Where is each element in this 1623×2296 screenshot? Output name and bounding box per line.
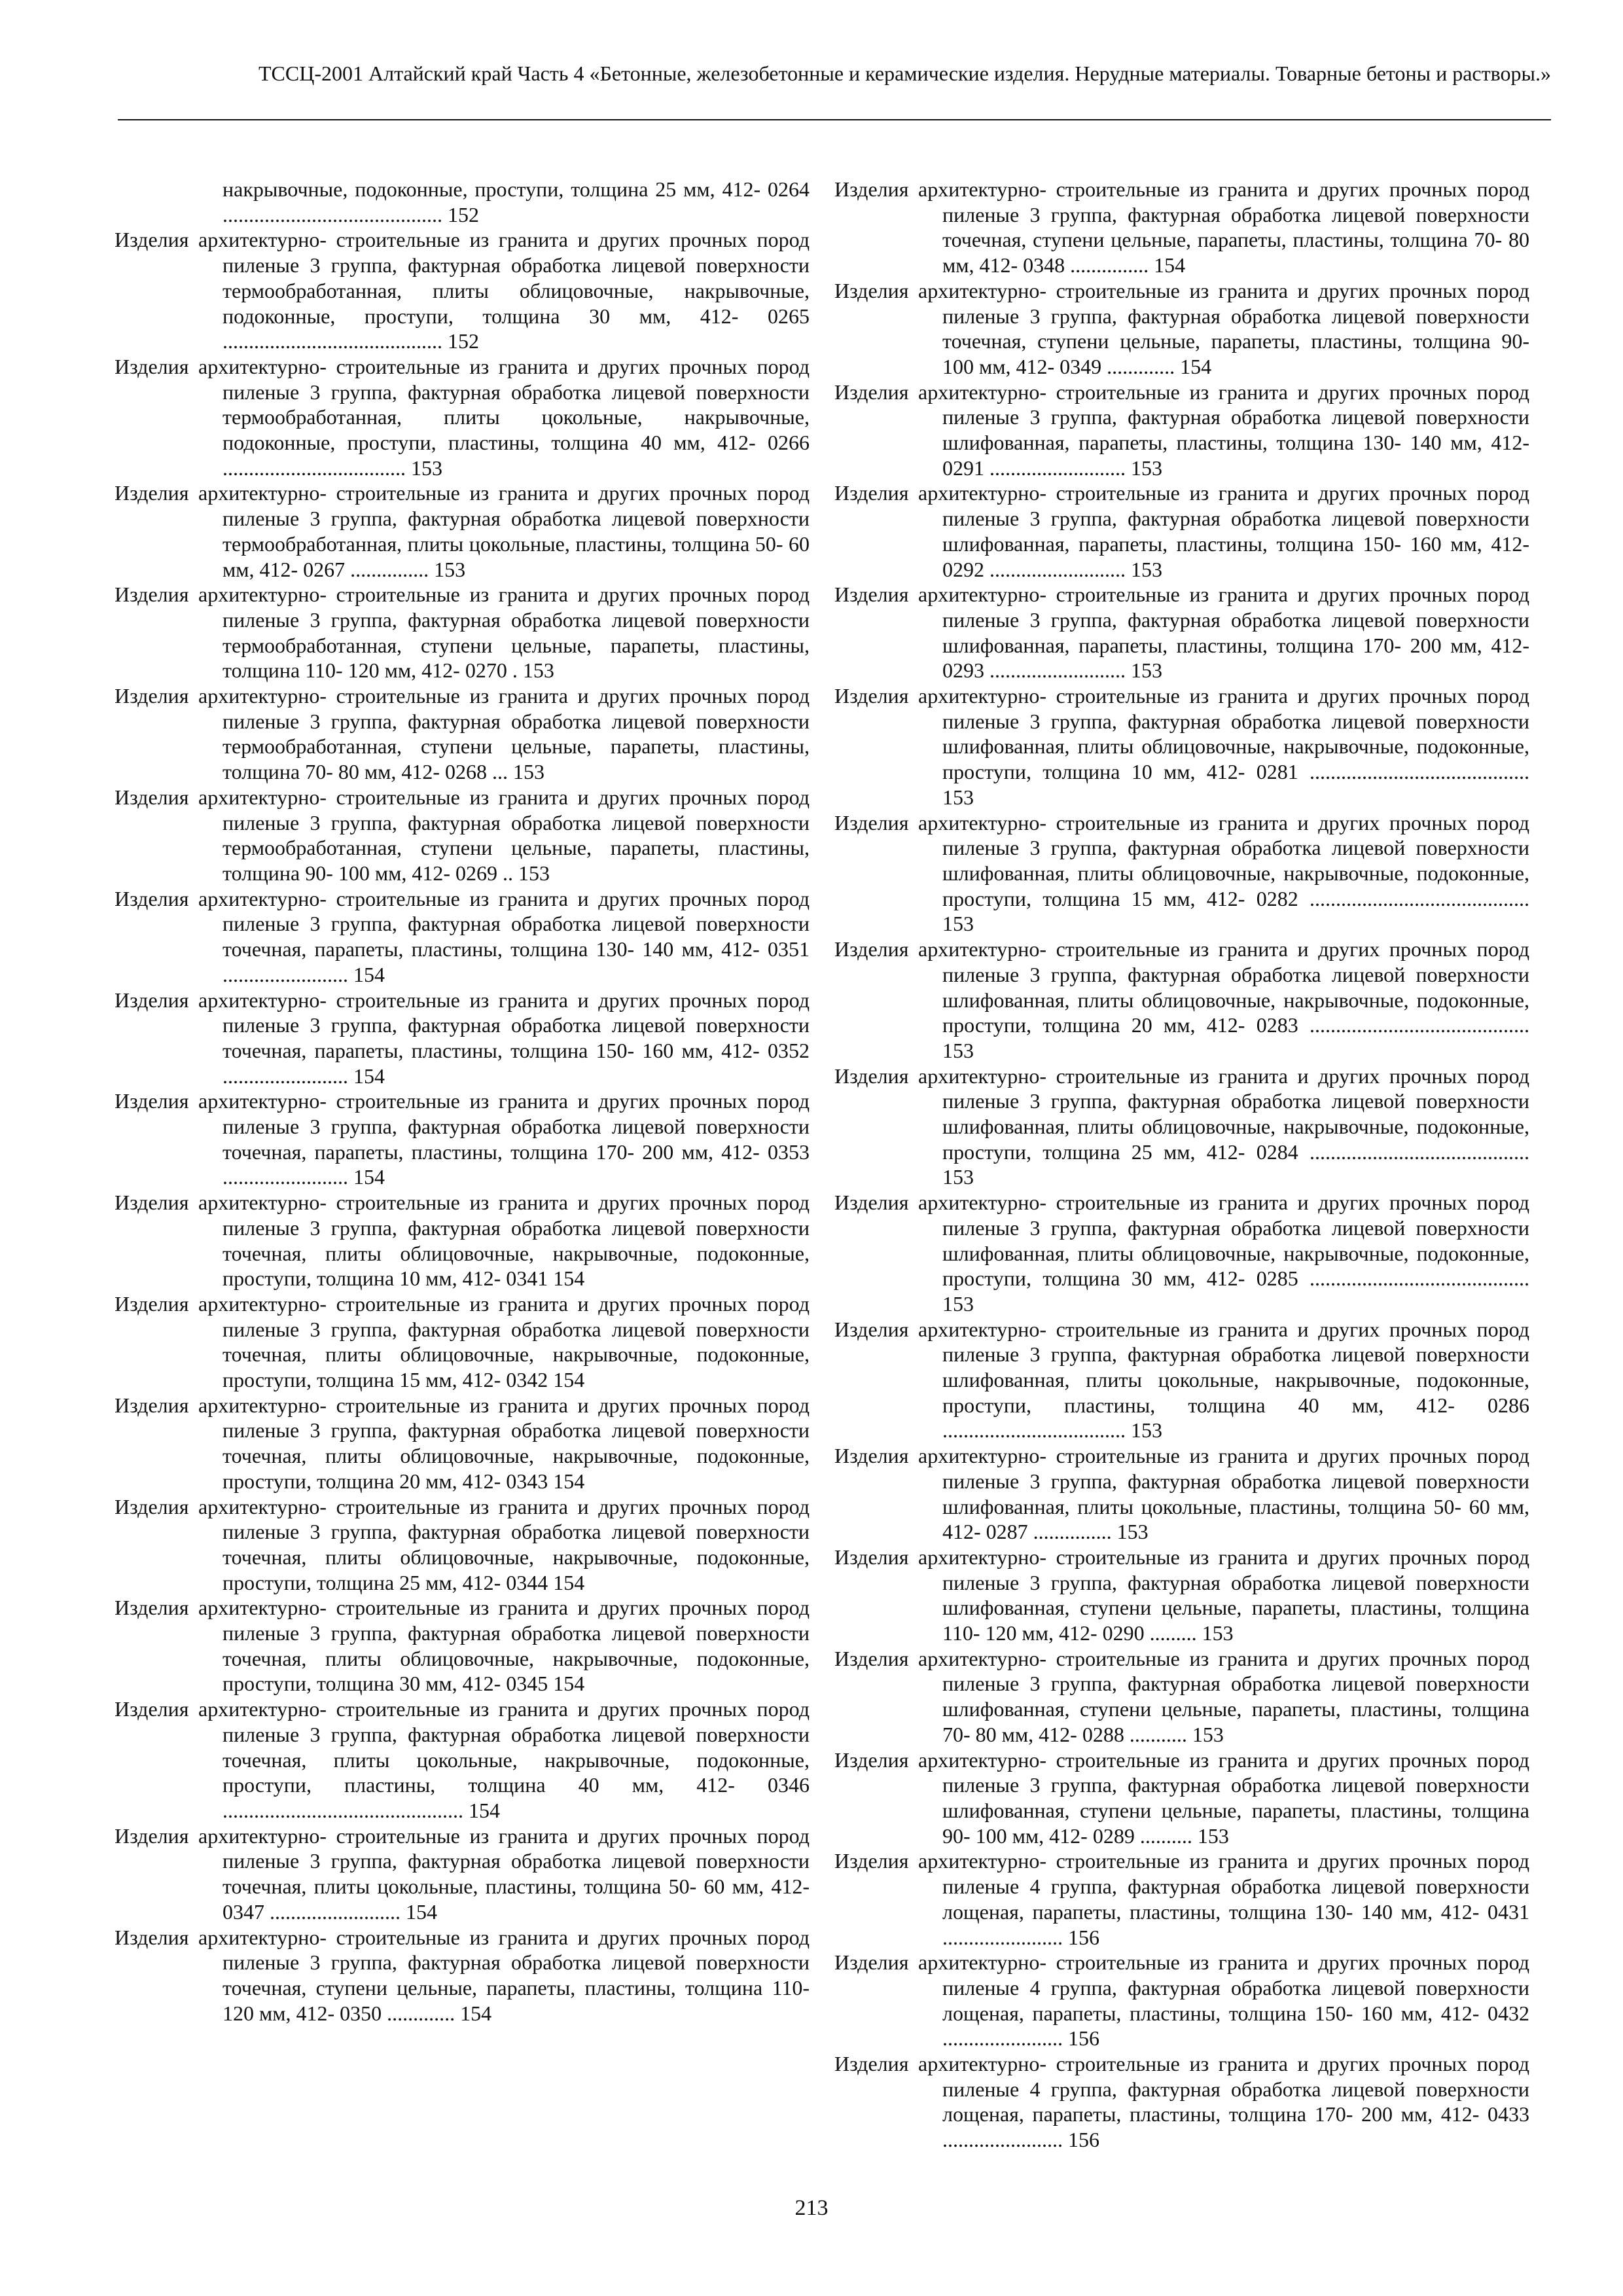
index-entry: Изделия архитектурно- строительные из гранита и других прочных пород пиленые 3 группа, фактурная обработка лицевой поверхности шлифованная, парапеты, пластины, толщина 130- 140 мм, 412- 0291 .......................... 153	[834, 380, 1529, 480]
index-entry: Изделия архитектурно- строительные из гранита и других прочных пород пиленые 3 группа, фактурная обработка лицевой поверхности точечная, ступени цельные, парапеты, пластины, толщина 90- 100 мм, 412- 0349 ............. 154	[834, 278, 1529, 378]
index-entry: Изделия архитектурно- строительные из гранита и других прочных пород пиленые 3 группа, фактурная обработка лицевой поверхности точечная, ступени цельные, парапеты, пластины, толщина 110- 120 мм, 412- 0350 ............. 154	[115, 1925, 810, 2025]
index-entry: Изделия архитектурно- строительные из гранита и других прочных пород пиленые 3 группа, фактурная обработка лицевой поверхности термообработанная, ступени цельные, парапеты, пластины, толщина 110- 120 мм, 412- 0270 . 153	[115, 583, 810, 683]
index-entry: Изделия архитектурно- строительные из гранита и других прочных пород пиленые 3 группа, фактурная обработка лицевой поверхности точечная, плиты цокольные, накрывочные, подоконные, проступи, пластины, толщина 40 мм, 412- 0346 .............................................. 154	[115, 1697, 810, 1822]
index-entry: Изделия архитектурно- строительные из гранита и других прочных пород пиленые 3 группа, фактурная обработка лицевой поверхности термообработанная, плиты облицовочные, накрывочные, подоконные, проступи, толщина 30 мм, 412- 0265 .......................................... 152	[115, 228, 810, 353]
index-entry: Изделия архитектурно- строительные из гранита и других прочных пород пиленые 3 группа, фактурная обработка лицевой поверхности термообработанная, плиты цокольные, накрывочные, подоконные, проступи, пластины, толщина 40 мм, 412- 0266 ................................... 153	[115, 354, 810, 480]
index-entry: Изделия архитектурно- строительные из гранита и других прочных пород пиленые 3 группа, фактурная обработка лицевой поверхности точечная, парапеты, пластины, толщина 130- 140 мм, 412- 0351 ........................ 154	[115, 886, 810, 986]
index-entry: Изделия архитектурно- строительные из гранита и других прочных пород пиленые 4 группа, фактурная обработка лицевой поверхности лощеная, парапеты, пластины, толщина 170- 200 мм, 412- 0433 ....................... 156	[834, 2052, 1529, 2152]
index-entry: Изделия архитектурно- строительные из гранита и других прочных пород пиленые 3 группа, фактурная обработка лицевой поверхности точечная, парапеты, пластины, толщина 150- 160 мм, 412- 0352 ........................ 154	[115, 988, 810, 1088]
index-entry: Изделия архитектурно- строительные из гранита и других прочных пород пиленые 3 группа, фактурная обработка лицевой поверхности шлифованная, плиты облицовочные, накрывочные, подоконные, проступи, толщина 30 мм, 412- 0285 .......................................... 153	[834, 1191, 1529, 1316]
index-entry: Изделия архитектурно- строительные из гранита и других прочных пород пиленые 3 группа, фактурная обработка лицевой поверхности точечная, плиты облицовочные, накрывочные, подоконные, проступи, толщина 15 мм, 412- 0342 154	[115, 1291, 810, 1392]
index-column-left	[115, 177, 810, 2026]
index-entry: Изделия архитектурно- строительные из гранита и других прочных пород пиленые 3 группа, фактурная обработка лицевой поверхности термообработанная, ступени цельные, парапеты, пластины, толщина 90- 100 мм, 412- 0269 .. 153	[115, 785, 810, 885]
index-entry: Изделия архитектурно- строительные из гранита и других прочных пород пиленые 3 группа, фактурная обработка лицевой поверхности шлифованная, ступени цельные, парапеты, пластины, толщина 110- 120 мм, 412- 0290 ......... 153	[834, 1545, 1529, 1645]
index-entry: Изделия архитектурно- строительные из гранита и других прочных пород пиленые 3 группа, фактурная обработка лицевой поверхности шлифованная, плиты облицовочные, накрывочные, подоконные, проступи, толщина 15 мм, 412- 0282 .......................................... 153	[834, 810, 1529, 936]
index-entry: Изделия архитектурно- строительные из гранита и других прочных пород пиленые 3 группа, фактурная обработка лицевой поверхности термообработанная, плиты цокольные, пластины, толщина 50- 60 мм, 412- 0267 ............... 153	[115, 481, 810, 581]
index-entry: Изделия архитектурно- строительные из гранита и других прочных пород пиленые 3 группа, фактурная обработка лицевой поверхности точечная, ступени цельные, парапеты, пластины, толщина 70- 80 мм, 412- 0348 ............... 154	[834, 177, 1529, 278]
index-entry: Изделия архитектурно- строительные из гранита и других прочных пород пиленые 4 группа, фактурная обработка лицевой поверхности лощеная, парапеты, пластины, толщина 150- 160 мм, 412- 0432 ....................... 156	[834, 1950, 1529, 2051]
index-entry: Изделия архитектурно- строительные из гранита и других прочных пород пиленые 3 группа, фактурная обработка лицевой поверхности точечная, парапеты, пластины, толщина 170- 200 мм, 412- 0353 ........................ 154	[115, 1089, 810, 1189]
index-entry: Изделия архитектурно- строительные из гранита и других прочных пород пиленые 3 группа, фактурная обработка лицевой поверхности шлифованная, парапеты, пластины, толщина 170- 200 мм, 412- 0293 .......................... 153	[834, 583, 1529, 683]
index-entry: Изделия архитектурно- строительные из гранита и других прочных пород пиленые 3 группа, фактурная обработка лицевой поверхности точечная, плиты цокольные, пластины, толщина 50- 60 мм, 412- 0347 ......................... 154	[115, 1823, 810, 1924]
page-header: ТССЦ-2001 Алтайский край Часть 4 «Бетонные, железобетонные и керамические изделия. Нерудные материалы. Товарные бетоны и растворы.»	[259, 62, 1551, 85]
index-entry: Изделия архитектурно- строительные из гранита и других прочных пород пиленые 3 группа, фактурная обработка лицевой поверхности точечная, плиты облицовочные, накрывочные, подоконные, проступи, толщина 30 мм, 412- 0345 154	[115, 1596, 810, 1696]
index-entry: Изделия архитектурно- строительные из гранита и других прочных пород пиленые 3 группа, фактурная обработка лицевой поверхности точечная, плиты облицовочные, накрывочные, подоконные, проступи, толщина 10 мм, 412- 0341 154	[115, 1191, 810, 1291]
index-entry: Изделия архитектурно- строительные из гранита и других прочных пород пиленые 3 группа, фактурная обработка лицевой поверхности шлифованная, плиты цокольные, пластины, толщина 50- 60 мм, 412- 0287 ............... 153	[834, 1444, 1529, 1544]
index-entry: Изделия архитектурно- строительные из гранита и других прочных пород пиленые 3 группа, фактурная обработка лицевой поверхности точечная, плиты облицовочные, накрывочные, подоконные, проступи, толщина 20 мм, 412- 0343 154	[115, 1393, 810, 1493]
index-entry: Изделия архитектурно- строительные из гранита и других прочных пород пиленые 4 группа, фактурная обработка лицевой поверхности лощеная, парапеты, пластины, толщина 130- 140 мм, 412- 0431 ....................... 156	[834, 1849, 1529, 1949]
index-entry: Изделия архитектурно- строительные из гранита и других прочных пород пиленые 3 группа, фактурная обработка лицевой поверхности точечная, плиты облицовочные, накрывочные, подоконные, проступи, толщина 25 мм, 412- 0344 154	[115, 1494, 810, 1594]
index-entry: Изделия архитектурно- строительные из гранита и других прочных пород пиленые 3 группа, фактурная обработка лицевой поверхности шлифованная, ступени цельные, парапеты, пластины, толщина 70- 80 мм, 412- 0288 ........... 153	[834, 1646, 1529, 1746]
index-entry: Изделия архитектурно- строительные из гранита и других прочных пород пиленые 3 группа, фактурная обработка лицевой поверхности шлифованная, плиты облицовочные, накрывочные, подоконные, проступи, толщина 20 мм, 412- 0283 .......................................... 153	[834, 937, 1529, 1062]
index-entry: Изделия архитектурно- строительные из гранита и других прочных пород пиленые 3 группа, фактурная обработка лицевой поверхности шлифованная, плиты облицовочные, накрывочные, подоконные, проступи, толщина 25 мм, 412- 0284 .......................................... 153	[834, 1064, 1529, 1189]
index-entry: Изделия архитектурно- строительные из гранита и других прочных пород пиленые 3 группа, фактурная обработка лицевой поверхности термообработанная, ступени цельные, парапеты, пластины, толщина 70- 80 мм, 412- 0268 ... 153	[115, 684, 810, 784]
index-entry: Изделия архитектурно- строительные из гранита и других прочных пород пиленые 3 группа, фактурная обработка лицевой поверхности шлифованная, плиты цокольные, накрывочные, подоконные, проступи, пластины, толщина 40 мм, 412- 0286 ................................... 153	[834, 1317, 1529, 1443]
header-divider	[118, 119, 1551, 120]
index-entry-continuation: накрывочные, подоконные, проступи, толщина 25 мм, 412- 0264 .......................................... 152	[223, 177, 810, 226]
index-column-right	[834, 177, 1529, 2153]
index-entry: Изделия архитектурно- строительные из гранита и других прочных пород пиленые 3 группа, фактурная обработка лицевой поверхности шлифованная, ступени цельные, парапеты, пластины, толщина 90- 100 мм, 412- 0289 .......... 153	[834, 1748, 1529, 1848]
page-number: 213	[794, 2196, 829, 2220]
index-entry: Изделия архитектурно- строительные из гранита и других прочных пород пиленые 3 группа, фактурная обработка лицевой поверхности шлифованная, плиты облицовочные, накрывочные, подоконные, проступи, толщина 10 мм, 412- 0281 .......................................... 153	[834, 684, 1529, 809]
index-entry: Изделия архитектурно- строительные из гранита и других прочных пород пиленые 3 группа, фактурная обработка лицевой поверхности шлифованная, парапеты, пластины, толщина 150- 160 мм, 412- 0292 .......................... 153	[834, 481, 1529, 581]
